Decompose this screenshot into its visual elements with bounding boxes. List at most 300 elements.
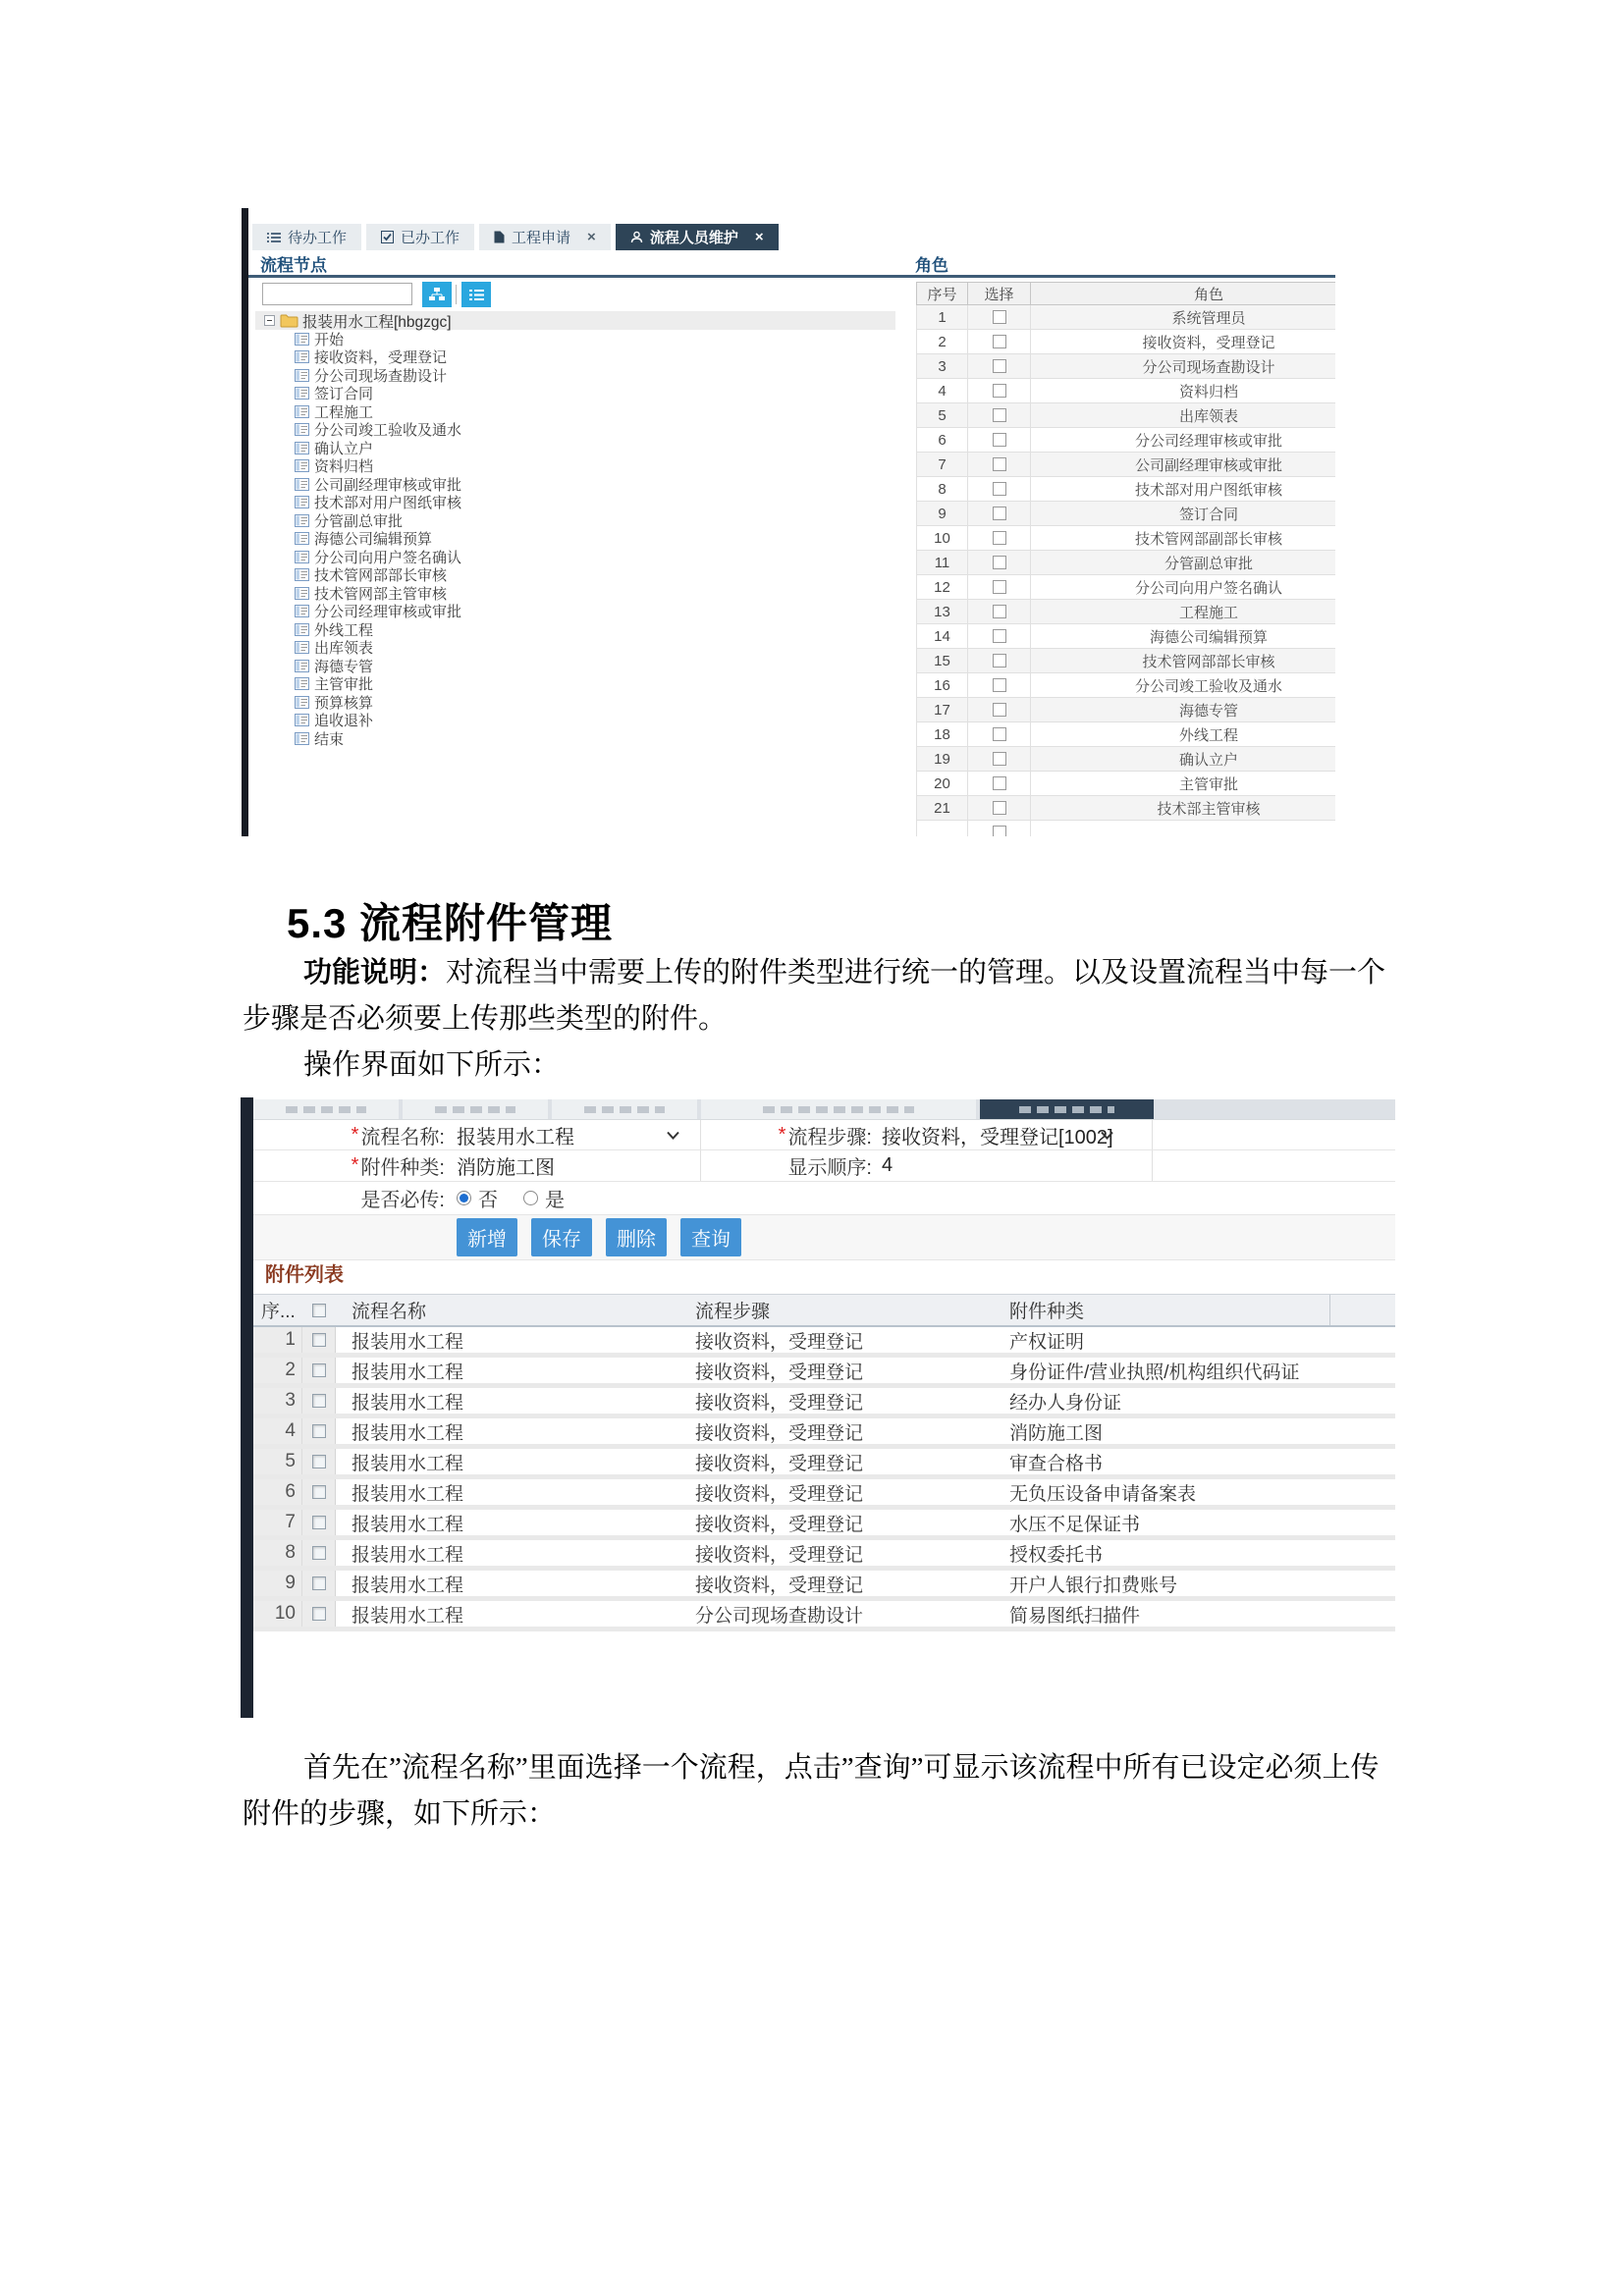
paragraph-lead: 功能说明： [303, 957, 447, 988]
role-number: 4 [917, 379, 968, 402]
role-number: 9 [917, 502, 968, 525]
tab-label: 工程申请 [512, 230, 571, 246]
role-name: 出库领表 [1178, 407, 1238, 425]
tree-item-label: 技术管网部部长审核 [314, 567, 448, 585]
close-icon[interactable]: × [754, 229, 764, 245]
role-name: 主管审批 [1178, 775, 1238, 793]
cell-attachment-type: 简易图纸扫描件 [1009, 1605, 1141, 1627]
role-checkbox[interactable] [993, 678, 1006, 692]
tree-item[interactable] [295, 548, 461, 566]
role-row [916, 354, 1335, 379]
row-checkbox[interactable] [312, 1546, 326, 1560]
cell-attachment-type: 授权委托书 [1009, 1544, 1104, 1566]
column-header-seq: 序... [261, 1302, 296, 1322]
role-name: 分公司竣工验收及通水 [1134, 677, 1282, 695]
tree-item[interactable] [295, 530, 461, 549]
role-number: 7 [917, 453, 968, 476]
form-row-buttons [253, 1215, 1395, 1260]
role-checkbox[interactable] [993, 335, 1006, 348]
radio-yes[interactable] [523, 1191, 538, 1205]
row-checkbox[interactable] [312, 1424, 326, 1438]
role-number: 8 [917, 477, 968, 501]
role-name: 外线工程 [1178, 726, 1238, 744]
column-header-process-step: 流程步骤 [695, 1302, 771, 1322]
role-row [916, 698, 1335, 722]
tree-item-label: 预算核算 [314, 694, 374, 712]
field-label-attachment-type: * 附件种类: [351, 1154, 445, 1179]
folder-icon [280, 314, 298, 328]
attachment-list-title: 附件列表 [265, 1264, 344, 1286]
role-number: 3 [917, 354, 968, 378]
tree-item-label: 出库领表 [314, 640, 374, 658]
role-row [916, 428, 1335, 453]
field-label-process-name: * 流程名称: [351, 1123, 445, 1148]
role-row [916, 722, 1335, 747]
role-row [916, 379, 1335, 403]
cell-attachment-type: 无负压设备申请备案表 [1009, 1483, 1197, 1505]
tab-bar [252, 224, 779, 250]
row-checkbox[interactable] [312, 1394, 326, 1408]
tree-item-label: 分公司竣工验收及通水 [314, 422, 462, 440]
tree-item-label: 签订合同 [314, 386, 374, 403]
roles-table-header [916, 282, 1335, 305]
role-row [916, 551, 1335, 575]
action-button[interactable]: 删除 [606, 1218, 667, 1256]
role-name: 确认立户 [1178, 751, 1238, 769]
role-row [916, 600, 1335, 624]
process-name-select[interactable]: 报装用水工程 [457, 1126, 574, 1148]
role-checkbox[interactable] [993, 359, 1006, 373]
role-number: 11 [917, 551, 968, 574]
row-checkbox[interactable] [312, 1485, 326, 1499]
table-row [253, 1327, 1395, 1358]
tree-item-label: 分公司向用户签名确认 [314, 549, 462, 566]
role-name: 资料归档 [1178, 383, 1238, 400]
role-number: 16 [917, 673, 968, 697]
cropped-tab-bar [253, 1099, 1395, 1119]
left-edge-bar [242, 208, 248, 836]
tree-item-label: 分管副总审批 [314, 512, 404, 530]
role-name: 海德专管 [1178, 702, 1238, 720]
chevron-down-icon[interactable] [666, 1131, 680, 1140]
role-name: 系统管理员 [1171, 309, 1246, 327]
node-icon [295, 423, 309, 436]
role-name: 签订合同 [1178, 506, 1238, 523]
role-checkbox[interactable] [993, 727, 1006, 741]
role-name: 工程施工 [1178, 604, 1238, 621]
table-row [253, 1418, 1395, 1449]
row-checkbox[interactable] [312, 1333, 326, 1347]
node-icon [295, 514, 309, 527]
illegible-tab-text [1019, 1106, 1114, 1113]
tree-item[interactable] [295, 584, 461, 603]
role-name: 技术部主管审核 [1157, 800, 1261, 818]
row-checkbox[interactable] [312, 1455, 326, 1468]
node-icon [295, 387, 309, 400]
cell-process-name: 报装用水工程 [352, 1544, 464, 1566]
role-row [916, 747, 1335, 772]
column-divider [700, 1120, 701, 1149]
required-mark: * [351, 1123, 359, 1146]
role-row [916, 453, 1335, 477]
role-row [916, 477, 1335, 502]
tree-view-button[interactable] [422, 282, 452, 307]
cell-attachment-type: 产权证明 [1009, 1331, 1085, 1353]
tab-pending-work[interactable] [252, 224, 361, 250]
column-header-no: 序号 [917, 283, 968, 304]
role-number: 20 [917, 772, 968, 795]
row-number: 6 [253, 1479, 302, 1505]
field-label-required-upload: 是否必传: [360, 1190, 445, 1211]
tab-label: 流程人员维护 [649, 230, 738, 246]
collapse-icon[interactable] [264, 315, 275, 326]
roles-table [916, 282, 1335, 836]
role-row [916, 502, 1335, 526]
row-number: 4 [253, 1418, 302, 1444]
role-name: 分公司向用户签名确认 [1134, 579, 1282, 597]
tree-item-label: 分公司现场查勘设计 [314, 367, 448, 385]
role-checkbox[interactable] [993, 457, 1006, 471]
chevron-down-icon[interactable] [1100, 1131, 1114, 1140]
node-icon [295, 478, 309, 491]
field-label-process-step: * 流程步骤: [778, 1123, 872, 1148]
node-icon [295, 660, 309, 672]
role-checkbox[interactable] [993, 801, 1006, 815]
role-checkbox[interactable] [993, 482, 1006, 496]
panel-title-roles: 角色 [915, 256, 948, 275]
role-row [916, 330, 1335, 354]
table-row [253, 1358, 1395, 1388]
table-row [253, 1388, 1395, 1418]
table-row [253, 1479, 1395, 1510]
node-icon [295, 623, 309, 636]
tab-cropped[interactable] [552, 1099, 697, 1119]
column-header-clipped [1329, 1295, 1395, 1325]
tree-search-input[interactable] [262, 283, 412, 305]
illegible-tab-text [763, 1106, 914, 1113]
tree-item[interactable] [295, 348, 461, 367]
role-name: 技术管网部部长审核 [1142, 653, 1275, 670]
row-number: 9 [253, 1571, 302, 1596]
tree-item[interactable] [295, 475, 461, 494]
tab-label: 已办工作 [401, 230, 460, 246]
tab-active-cropped[interactable] [980, 1099, 1154, 1119]
node-icon [295, 714, 309, 726]
footer-paragraph: 首先在”流程名称”里面选择一个流程，点击”查询”可显示该流程中所有已设定必须上传附件的步骤，如下所示： [243, 1752, 1380, 1830]
attachment-table-header [253, 1294, 1395, 1327]
role-checkbox[interactable] [993, 654, 1006, 667]
row-number: 7 [253, 1510, 302, 1535]
list-view-button[interactable] [461, 282, 491, 307]
role-number: 10 [917, 526, 968, 550]
role-number: 14 [917, 624, 968, 648]
tree-item[interactable] [295, 620, 461, 639]
radio-no[interactable] [457, 1191, 471, 1205]
role-row [916, 772, 1335, 796]
role-checkbox[interactable] [993, 384, 1006, 398]
cell-process-name: 报装用水工程 [352, 1514, 464, 1535]
tree-item[interactable] [295, 494, 461, 512]
role-number: 19 [917, 747, 968, 771]
node-icon [295, 568, 309, 581]
role-checkbox[interactable] [993, 556, 1006, 569]
row-number: 2 [253, 1358, 302, 1383]
action-buttons [457, 1218, 741, 1256]
user-icon [630, 231, 643, 243]
node-icon [295, 350, 309, 363]
cell-attachment-type: 经办人身份证 [1009, 1392, 1122, 1414]
node-icon [295, 442, 309, 454]
tree-item-label: 公司副经理审核或审批 [314, 476, 462, 494]
role-checkbox[interactable] [993, 776, 1006, 790]
cell-attachment-type: 身份证件/营业执照/机构组织代码证 [1009, 1362, 1300, 1383]
required-mark: * [351, 1154, 359, 1176]
role-row [916, 575, 1335, 600]
screenshot-attachment-settings [241, 1097, 1395, 1718]
list-icon [267, 232, 281, 243]
tree-item-label: 确认立户 [314, 440, 374, 457]
tree-item[interactable] [295, 675, 461, 694]
tree-item-label: 海德专管 [314, 658, 374, 675]
cell-process-step: 接收资料，受理登记 [695, 1362, 864, 1383]
role-name: 分公司现场查勘设计 [1142, 358, 1275, 376]
tree-root-label: 报装用水工程[hbgzgc] [302, 313, 452, 331]
role-checkbox[interactable] [993, 580, 1006, 594]
tree-item[interactable] [295, 712, 461, 730]
tree-item[interactable] [295, 330, 461, 348]
header-divider [248, 275, 1335, 278]
attachment-table-body [253, 1327, 1395, 1631]
action-button[interactable]: 查询 [680, 1218, 741, 1256]
cell-process-name: 报装用水工程 [352, 1453, 464, 1474]
cell-process-step: 接收资料，受理登记 [695, 1453, 864, 1474]
tab-cropped[interactable] [701, 1099, 976, 1119]
required-upload-radio-group [457, 1182, 565, 1214]
tree-item-label: 资料归档 [314, 458, 374, 476]
tree-item-label: 分公司经理审核或审批 [314, 604, 462, 621]
row-checkbox[interactable] [312, 1607, 326, 1621]
role-checkbox[interactable] [993, 433, 1006, 447]
cell-process-step: 接收资料，受理登记 [695, 1514, 864, 1535]
list-icon [469, 289, 484, 301]
role-row-partial [916, 821, 1335, 836]
button-divider [456, 285, 457, 304]
role-checkbox[interactable] [993, 507, 1006, 520]
tree-item[interactable] [295, 566, 461, 585]
tree-item[interactable] [295, 421, 461, 440]
cell-process-name: 报装用水工程 [352, 1392, 464, 1414]
node-icon [295, 459, 309, 472]
tree-item[interactable] [295, 603, 461, 621]
row-number: 10 [253, 1601, 302, 1627]
role-name: 公司副经理审核或审批 [1134, 456, 1282, 474]
close-icon[interactable]: × [587, 229, 596, 245]
role-row [916, 796, 1335, 821]
tree-item[interactable] [295, 385, 461, 403]
node-icon [295, 405, 309, 418]
role-checkbox[interactable] [993, 629, 1006, 643]
role-checkbox[interactable] [993, 531, 1006, 545]
cell-process-step: 接收资料，受理登记 [695, 1544, 864, 1566]
document-icon [494, 231, 505, 243]
node-icon [295, 605, 309, 617]
node-icon [295, 696, 309, 709]
cell-attachment-type: 水压不足保证书 [1009, 1514, 1141, 1535]
role-number: 17 [917, 698, 968, 721]
role-row [916, 403, 1335, 428]
illegible-tab-text [584, 1106, 664, 1113]
field-label-display-order: 显示顺序: [787, 1157, 872, 1179]
tab-process-personnel[interactable] [616, 224, 779, 250]
tree-item-label: 海德公司编辑预算 [314, 531, 433, 549]
node-icon [295, 732, 309, 745]
cell-process-step: 接收资料，受理登记 [695, 1331, 864, 1353]
illegible-tab-text [286, 1106, 365, 1113]
role-number: 6 [917, 428, 968, 452]
panel-title-process-nodes: 流程节点 [260, 256, 327, 275]
cell-attachment-type: 开户人银行扣费账号 [1009, 1575, 1178, 1596]
cell-process-step: 接收资料，受理登记 [695, 1483, 864, 1505]
role-name: 分公司经理审核或审批 [1134, 432, 1282, 450]
tree-item[interactable] [295, 693, 461, 712]
cell-process-name: 报装用水工程 [352, 1483, 464, 1505]
role-name: 分管副总审批 [1164, 555, 1253, 572]
column-header-attachment-type: 附件种类 [1009, 1302, 1085, 1322]
tree-item-label: 技术管网部主管审核 [314, 585, 448, 603]
role-row [916, 526, 1335, 551]
cell-process-step: 分公司现场查勘设计 [695, 1605, 864, 1627]
cell-process-step: 接收资料，受理登记 [695, 1392, 864, 1414]
cell-process-step: 接收资料，受理登记 [695, 1575, 864, 1596]
role-number: 13 [917, 600, 968, 623]
tree-item[interactable] [295, 511, 461, 530]
column-divider [1152, 1120, 1153, 1149]
node-icon [295, 641, 309, 654]
row-checkbox[interactable] [312, 1363, 326, 1377]
tree-item-label: 主管审批 [314, 676, 374, 694]
screenshot-workflow-roles [242, 208, 1335, 836]
node-icon [295, 532, 309, 545]
role-number: 1 [917, 305, 968, 329]
radio-label-yes: 是 [545, 1190, 565, 1211]
role-number: 18 [917, 722, 968, 746]
role-checkbox[interactable] [993, 310, 1006, 324]
node-icon [295, 677, 309, 690]
role-checkbox[interactable] [993, 703, 1006, 717]
role-row [916, 624, 1335, 649]
tab-cropped[interactable] [253, 1099, 399, 1119]
tree-item-label: 接收资料，受理登记 [314, 349, 448, 367]
column-header-process-name: 流程名称 [352, 1302, 427, 1322]
cell-process-name: 报装用水工程 [352, 1575, 464, 1596]
paragraph-text: 操作界面如下所示： [303, 1049, 561, 1081]
table-row [253, 1571, 1395, 1601]
tree-list [295, 330, 461, 748]
tab-cropped[interactable] [403, 1099, 548, 1119]
node-icon [295, 587, 309, 600]
role-number: 2 [917, 330, 968, 353]
attachment-type-value[interactable]: 消防施工图 [457, 1157, 555, 1179]
tree-item-label: 追收退补 [314, 713, 374, 730]
cell-process-name: 报装用水工程 [352, 1362, 464, 1383]
column-header-select: 选择 [968, 283, 1031, 304]
role-number: 15 [917, 649, 968, 672]
display-order-value[interactable]: 4 [882, 1154, 893, 1176]
tree-item-label: 结束 [314, 730, 345, 748]
role-row [916, 649, 1335, 673]
tree-item-label: 技术部对用户图纸审核 [314, 495, 462, 512]
tree-item[interactable] [295, 439, 461, 457]
tab-done-work[interactable] [366, 224, 474, 250]
role-row [916, 673, 1335, 698]
form-row-3 [253, 1182, 1395, 1215]
row-number: 1 [253, 1327, 302, 1353]
process-step-select[interactable]: 接收资料，受理登记[1002] [882, 1126, 1113, 1148]
role-checkbox[interactable] [993, 408, 1006, 422]
cell-process-name: 报装用水工程 [352, 1331, 464, 1353]
tree-item[interactable] [295, 639, 461, 658]
action-button[interactable]: 新增 [457, 1218, 517, 1256]
radio-label-no: 否 [478, 1190, 498, 1211]
role-number: 5 [917, 403, 968, 427]
table-row [253, 1540, 1395, 1571]
table-row [253, 1510, 1395, 1540]
action-button[interactable]: 保存 [531, 1218, 592, 1256]
cell-process-step: 接收资料，受理登记 [695, 1422, 864, 1444]
column-header-role: 角色 [1193, 286, 1223, 303]
role-checkbox[interactable] [993, 605, 1006, 618]
node-icon [295, 496, 309, 508]
cell-attachment-type: 审查合格书 [1009, 1453, 1104, 1474]
tree-item[interactable] [295, 402, 461, 421]
tab-project-application[interactable] [479, 224, 611, 250]
role-name: 技术部对用户图纸审核 [1134, 481, 1282, 499]
checkbox-check-icon [381, 231, 394, 243]
left-edge-bar [241, 1097, 253, 1718]
select-all-checkbox[interactable] [312, 1304, 326, 1317]
tab-label: 待办工作 [288, 230, 348, 246]
section-heading: 5.3 流程附件管理 [287, 900, 614, 946]
function-description-paragraph [243, 950, 1405, 1089]
node-icon [295, 333, 309, 346]
cell-attachment-type: 消防施工图 [1009, 1422, 1104, 1444]
paragraph-text: 对流程当中需要上传的附件类型进行统一的管理。以及设置流程当中每一个步骤是否必须要上传那些类型的附件。 [243, 957, 1386, 1035]
attachment-table [253, 1294, 1395, 1631]
role-name: 海德公司编辑预算 [1149, 628, 1268, 646]
illegible-tab-text [435, 1106, 514, 1113]
form-row-2 [253, 1150, 1395, 1182]
role-checkbox[interactable] [993, 826, 1006, 836]
row-checkbox[interactable] [312, 1576, 326, 1590]
tree-item[interactable] [295, 729, 461, 748]
role-checkbox[interactable] [993, 752, 1006, 766]
column-divider [700, 1150, 701, 1181]
table-row [253, 1601, 1395, 1631]
tree-item-label: 开始 [314, 331, 345, 348]
node-icon [295, 369, 309, 382]
row-number: 8 [253, 1540, 302, 1566]
cell-process-name: 报装用水工程 [352, 1422, 464, 1444]
tree-item[interactable] [295, 366, 461, 385]
role-number: 21 [917, 796, 968, 820]
tree-item[interactable] [295, 657, 461, 675]
tree-root-node[interactable] [255, 311, 895, 330]
row-checkbox[interactable] [312, 1516, 326, 1529]
cell-process-name: 报装用水工程 [352, 1605, 464, 1627]
tree-item-label: 工程施工 [314, 403, 374, 421]
org-tree-icon [429, 288, 445, 301]
tree-item[interactable] [295, 457, 461, 476]
